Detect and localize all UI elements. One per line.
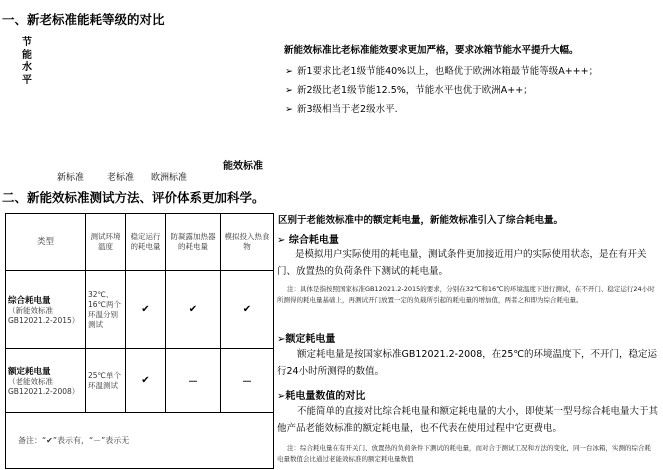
bullet-text: 新3级相当于老2级水平. (297, 104, 398, 115)
bullet-text: 新1要求比老1级节能40%以上，也略优于欧洲冰箱最节能等级A+++； (297, 66, 599, 77)
section2-title: 二、新能效标准测试方法、评价体系更加科学。 (2, 190, 265, 205)
header-hot-food: 模拟投入热食物 (221, 214, 274, 271)
comparison-table (5, 213, 274, 469)
row-type-cell (6, 271, 86, 349)
vertical-char: 节 (22, 37, 32, 48)
row-env-cell (86, 271, 126, 349)
row-subtitle: （老能效标准 (8, 376, 53, 386)
rated-description: 额定耗电量是按国家标准GB12021.2-2008，在25℃的环境温度下，不开门，稳定运行24小时所测得的数值。 (277, 349, 658, 377)
table-note: 备注：“✔”表示有，“－”表示无 (6, 413, 274, 469)
legend-eu-standard: 欧洲标准 (151, 173, 188, 183)
dash-icon: － (221, 349, 274, 413)
energy-level-vertical-label (21, 37, 33, 87)
arrow-bullet-icon: ➢ (285, 66, 293, 77)
chart-x-axis-label: 能效标准 (223, 161, 263, 172)
check-icon: ✔ (126, 271, 166, 349)
bullet-item (285, 82, 533, 96)
row-subtitle: GB12021.2-2008） (8, 386, 80, 396)
arrow-bullet-icon: ➢ (285, 104, 293, 115)
check-icon: ✔ (221, 271, 274, 349)
section-heading-rated: ➢额定耗电量 (277, 334, 336, 345)
legend-old-standard: 老标准 (107, 173, 135, 183)
section-heading-comparison: ➢耗电量数值的对比 (277, 391, 366, 402)
row-env-cell (86, 349, 126, 413)
env-line: 16℃两个 (88, 299, 121, 309)
vertical-char: 平 (22, 74, 32, 86)
row-title: 额定耗电量 (8, 366, 51, 377)
right-intro: 区别于老能效标准中的额定耗电量，新能效标准引入了综合耗电量。 (278, 215, 564, 226)
row-subtitle: （新能效标准 (8, 305, 53, 315)
row-subtitle: GB12021.2-2015） (8, 315, 80, 325)
header-stable-consumption: 稳定运行的耗电量 (126, 214, 166, 271)
row-type-cell (6, 349, 86, 413)
row-title: 综合耗电量 (8, 295, 51, 306)
comparison-note: 注：综合耗电量在有开关门、放置热的负荷条件下测试的耗电量，而对合于测试工况和方法的变化，同一台冰箱，实测的综合耗电量数值会比通过老能效标准的额定耗电量数值 (277, 444, 651, 463)
env-line: 环温分别 (88, 309, 118, 319)
section-heading-integrated: ➢ 综合耗电量 (277, 235, 339, 246)
check-icon: ✔ (126, 349, 166, 413)
integrated-description: 是模拟用户实际使用的耗电量，测试条件更加接近用户的实际使用状态，是在有开关门、放置热的负荷条件下测试的耗电量。 (277, 249, 647, 277)
table-row (6, 271, 274, 349)
bullet-item (285, 101, 398, 115)
comparison-description: 不能简单的直接对比综合耗电量和额定耗电量的大小，即使某一型号综合耗电量大于其他产品老能效标准的额定耗电量，也不代表在使用过程中它更费电。 (277, 406, 659, 434)
section1-title: 一、新老标准能耗等级的对比 (2, 12, 165, 27)
env-line: 25℃单个 (88, 370, 121, 380)
env-line: 32℃、 (88, 289, 114, 299)
table-header-row (6, 214, 274, 271)
arrow-bullet-icon: ➢ (285, 85, 293, 96)
header-type: 类型 (6, 214, 86, 271)
env-line: 环温测试 (88, 380, 118, 390)
dash-icon: － (166, 349, 221, 413)
table-row (6, 349, 274, 413)
vertical-char: 水 (22, 62, 32, 73)
legend-new-standard: 新标准 (57, 173, 85, 183)
table-note-row (6, 413, 274, 469)
header-test-temp: 测试环境温度 (86, 214, 126, 271)
bullet-item (285, 63, 598, 77)
header-anti-condensation: 防凝露加热器的耗电量 (166, 214, 221, 271)
env-line: 测试 (88, 319, 103, 329)
vertical-char: 能 (22, 49, 32, 61)
check-icon: ✔ (166, 271, 221, 349)
summary-heading: 新能效标准比老标准能效要求更加严格，要求冰箱节能水平提升大幅。 (284, 45, 579, 56)
integrated-note: 注：具体是指按照国家标准GB12021.2-2015的要求，分别在32℃和16℃的环境温度下进行测试，在不开门、稳定运行24小时所测得的耗电量基础上，再测试开门放置一定的负载所引起的耗电量的增加值，两者之和即为综合耗电量。 (277, 285, 655, 304)
bullet-text: 新2级比老1级节能12.5%，节能水平也优于欧洲A++； (297, 85, 533, 96)
